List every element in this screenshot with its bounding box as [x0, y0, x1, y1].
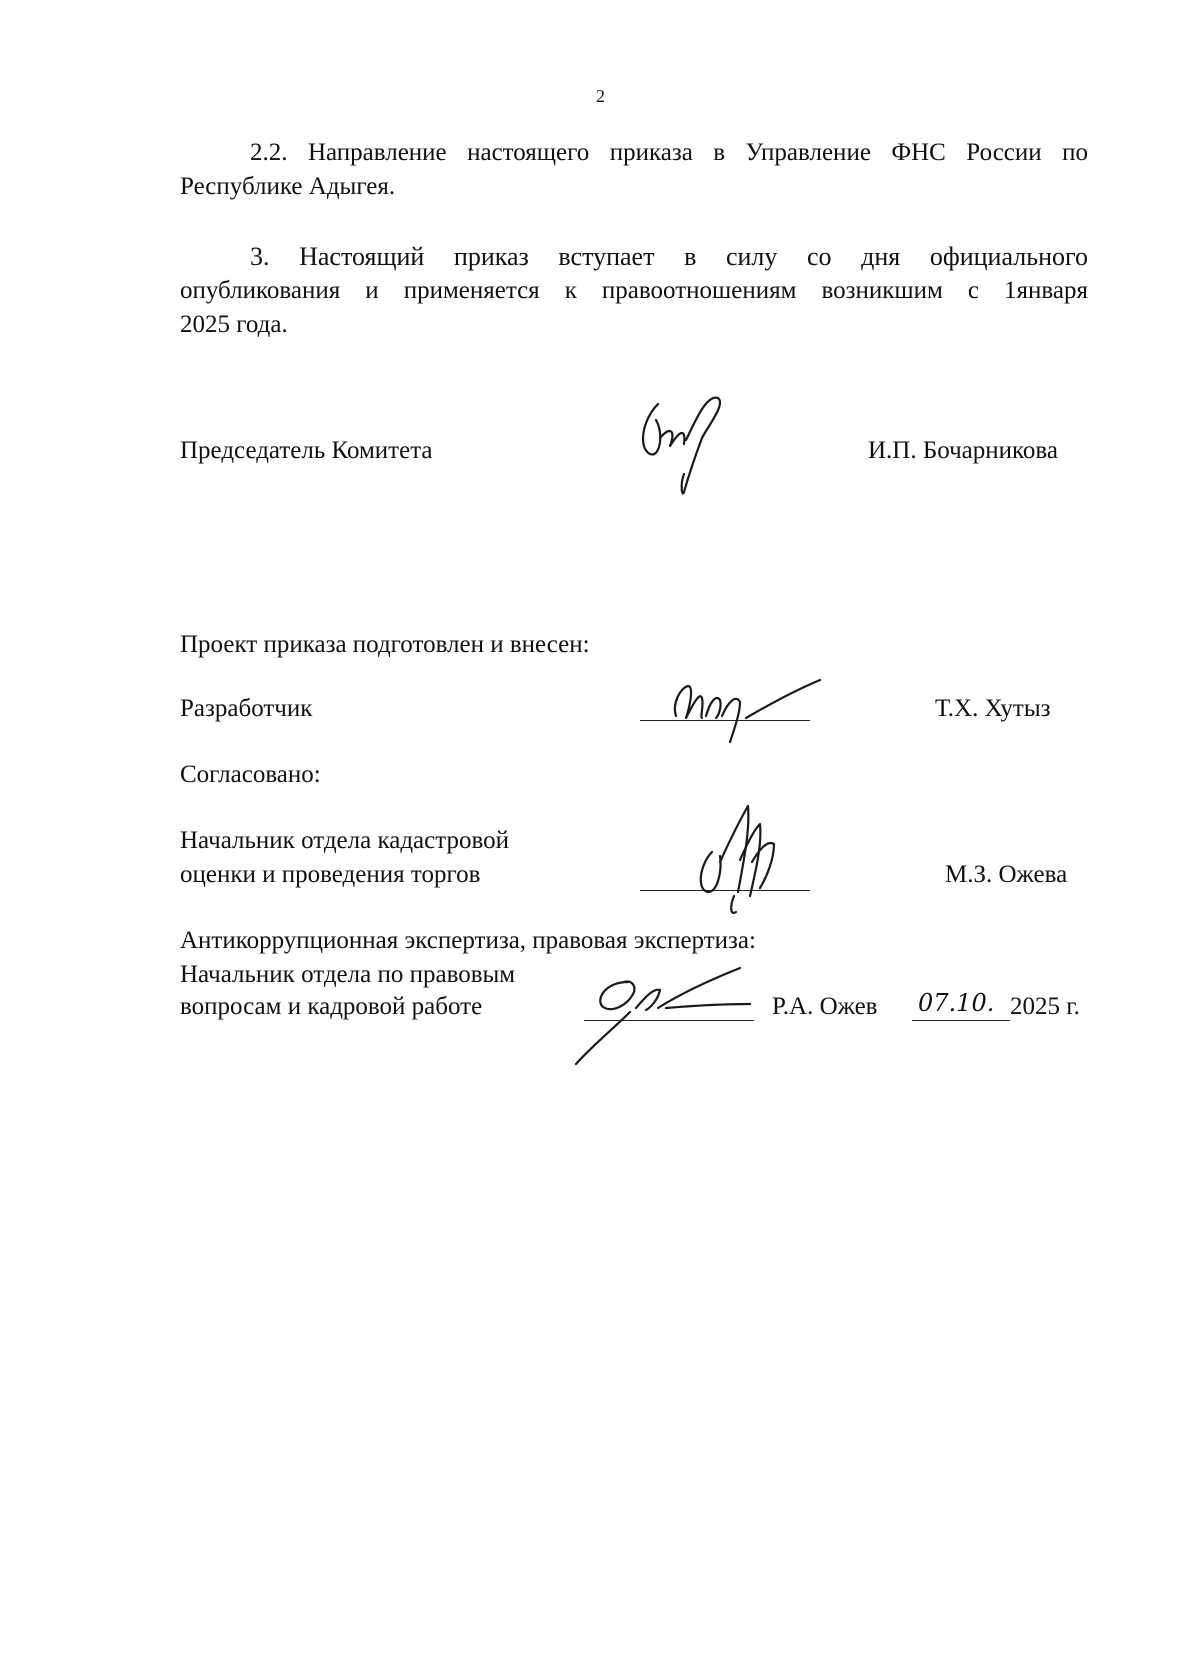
- chairman-name: И.П. Бочарникова: [868, 437, 1058, 464]
- paragraph-2-2-line-2: Республике Адыгея.: [180, 173, 396, 200]
- expertise-label: Антикоррупционная экспертиза, правовая экспертиза:: [180, 927, 756, 954]
- legal-head-title-line-1: Начальник отдела по правовым: [180, 961, 516, 988]
- paragraph-2-2-line-1: 2.2. Направление настоящего приказа в Управление ФНС России по: [250, 139, 1088, 166]
- prepared-by-label: Проект приказа подготовлен и внесен:: [180, 631, 590, 658]
- agreed-label: Согласовано:: [180, 761, 321, 788]
- developer-name: Т.Х. Хутыз: [935, 695, 1051, 722]
- cadastral-head-signature: [690, 800, 800, 920]
- paragraph-3-line-3: 2025 года.: [180, 311, 288, 338]
- chairman-title: Председатель Комитета: [180, 437, 433, 464]
- handwritten-date: 07.10.: [918, 989, 995, 1017]
- page-number: 2: [596, 86, 605, 106]
- legal-head-name: Р.А. Ожев: [772, 993, 878, 1020]
- developer-signature: [670, 676, 830, 746]
- cadastral-head-title-line-2: оценки и проведения торгов: [180, 861, 481, 888]
- paragraph-3-line-2: опубликования и применяется к правоотношениям возникшим с 1января: [180, 277, 1088, 304]
- legal-head-signature: [570, 960, 770, 1070]
- developer-title: Разработчик: [180, 695, 313, 722]
- cadastral-head-name: М.З. Ожева: [945, 861, 1068, 888]
- cadastral-head-title-line-1: Начальник отдела кадастровой: [180, 827, 509, 854]
- paragraph-3-line-1: 3. Настоящий приказ вступает в силу со дня официального: [250, 242, 1088, 271]
- date-year-suffix: 2025 г.: [1010, 993, 1080, 1020]
- legal-head-title-line-2: вопросам и кадровой работе: [180, 993, 483, 1020]
- date-underline: [912, 1020, 1010, 1021]
- chairman-signature: [630, 390, 740, 500]
